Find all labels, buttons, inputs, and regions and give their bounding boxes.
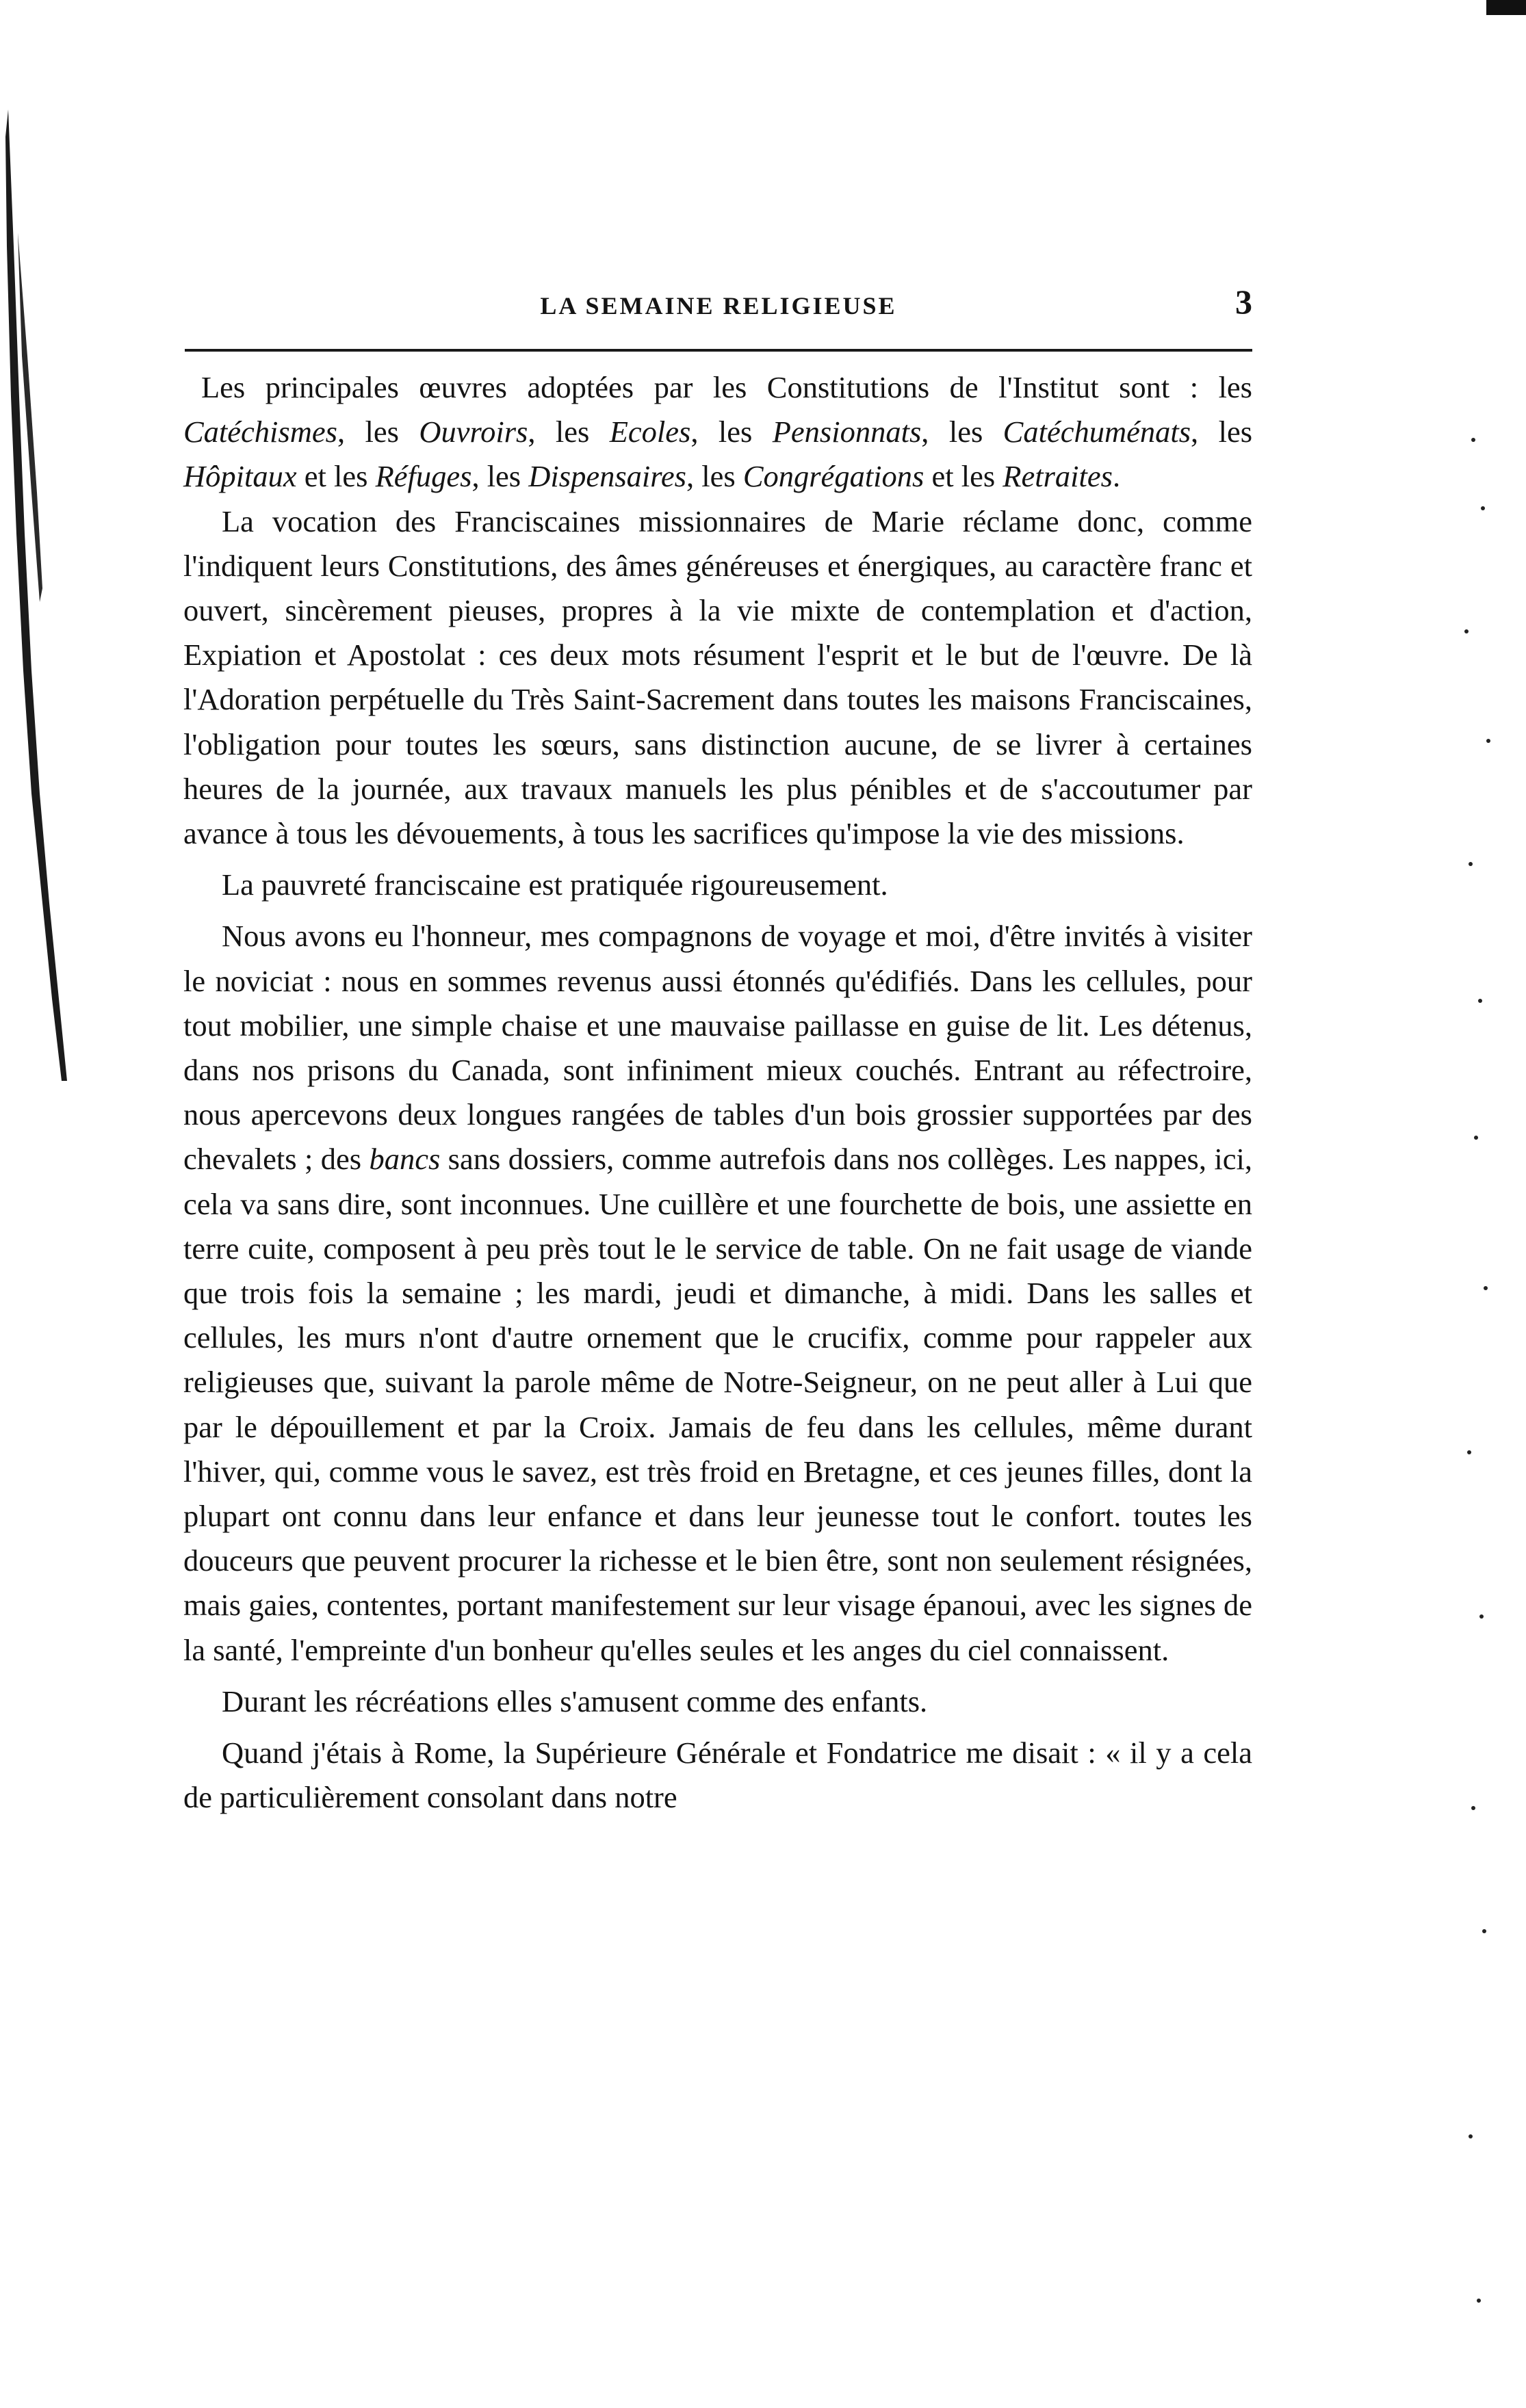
scan-edge-shadow [4,109,73,1081]
running-head [185,283,1252,327]
scan-speckles [1444,383,1526,2367]
running-title: LA SEMAINE RELIGIEUSE [540,292,897,319]
header-rule [185,349,1252,352]
paragraph-recreations: Durant les récréations elles s'amusent comme des enfants. [222,1684,928,1718]
page-number: 3 [1235,283,1252,321]
scan-corner-mark [1486,0,1526,15]
paragraph-oeuvres: Les principales œuvres adoptées par les Constitutions de l'Institut sont : les Catéchismes, les Ouvroirs, les Ecoles, les Pensionnats, les Catéchuménats, les Hôpitaux et les Réfuges, les Dispensaires, les Congrégations et les Retraites. [183,370,1253,494]
paragraph-pauvrete: La pauvreté franciscaine est pratiquée rigoureusement. [222,867,888,902]
paragraph-rome: Quand j'étais à Rome, la Supérieure Générale et Fondatrice me disait : « il y a cela de particulièrement consolant dans notre [183,1736,1252,1815]
body-text [183,365,1252,1820]
paragraph-vocation: La vocation des Franciscaines missionnaires de Marie réclame donc, comme l'indiquent leurs Constitutions, des âmes généreuses et énergiques, au caractère franc et ouvert, sincèrement pieuses, propres à la vie mixte de contemplation et d'action, Expiation et Apostolat : ces deux mots résument l'esprit et le but de l'œuvre. De là l'Adoration perpétuelle du Très Saint-Sacrement dans toutes les maisons Franciscaines, l'obligation pour toutes les sœurs, sans distinction aucune, de se livrer à certaines heures de la journée, aux travaux manuels les plus pénibles et de s'accoutumer par avance à tous les dévouements, à tous les sacrifices qu'impose la vie des missions. [183,503,1252,851]
paragraph-noviciat: Nous avons eu l'honneur, mes compagnons de voyage et moi, d'être invités à visiter le noviciat : nous en sommes revenus aussi étonnés qu'édifiés. Dans les cellules, pour tout mobilier, une simple chaise et une mauvaise paillasse en guise de lit. Les détenus, dans nos prisons du Canada, sont infiniment mieux couchés. Entrant au réfectroire, nous apercevons deux longues rangées de tables d'un bois grossier supportées par des chevalets ; des bancs sans dossiers, comme autrefois dans nos collèges. Les nappes, ici, cela va sans dire, sont inconnues. Une cuillère et une fourchette de bois, une assiette en terre cuite, composent à peu près tout le le service de table. On ne fait usage de viande que trois fois la semaine ; les mardi, jeudi et dimanche, à midi. Dans les salles et cellules, les murs n'ont d'autre ornement que le crucifix, comme pour rappeler aux religieuses que, suivant la parole même de Notre-Seigneur, on ne peut aller à Lui que par le dépouillement et par la Croix. Jamais de feu dans les cellules, même durant l'hiver, qui, comme vous le savez, est très froid en Bretagne, et ces jeunes filles, dont la plupart ont connu dans leur enfance et dans leur jeunesse tout le confort. toutes les douceurs que peuvent procurer la richesse et le bien être, sont non seulement résignées, mais gaies, contentes, portant manifestement sur leur visage épanoui, avec les signes de la santé, l'empreinte d'un bonheur qu'elles seules et les anges du ciel connaissent. [183,919,1253,1667]
